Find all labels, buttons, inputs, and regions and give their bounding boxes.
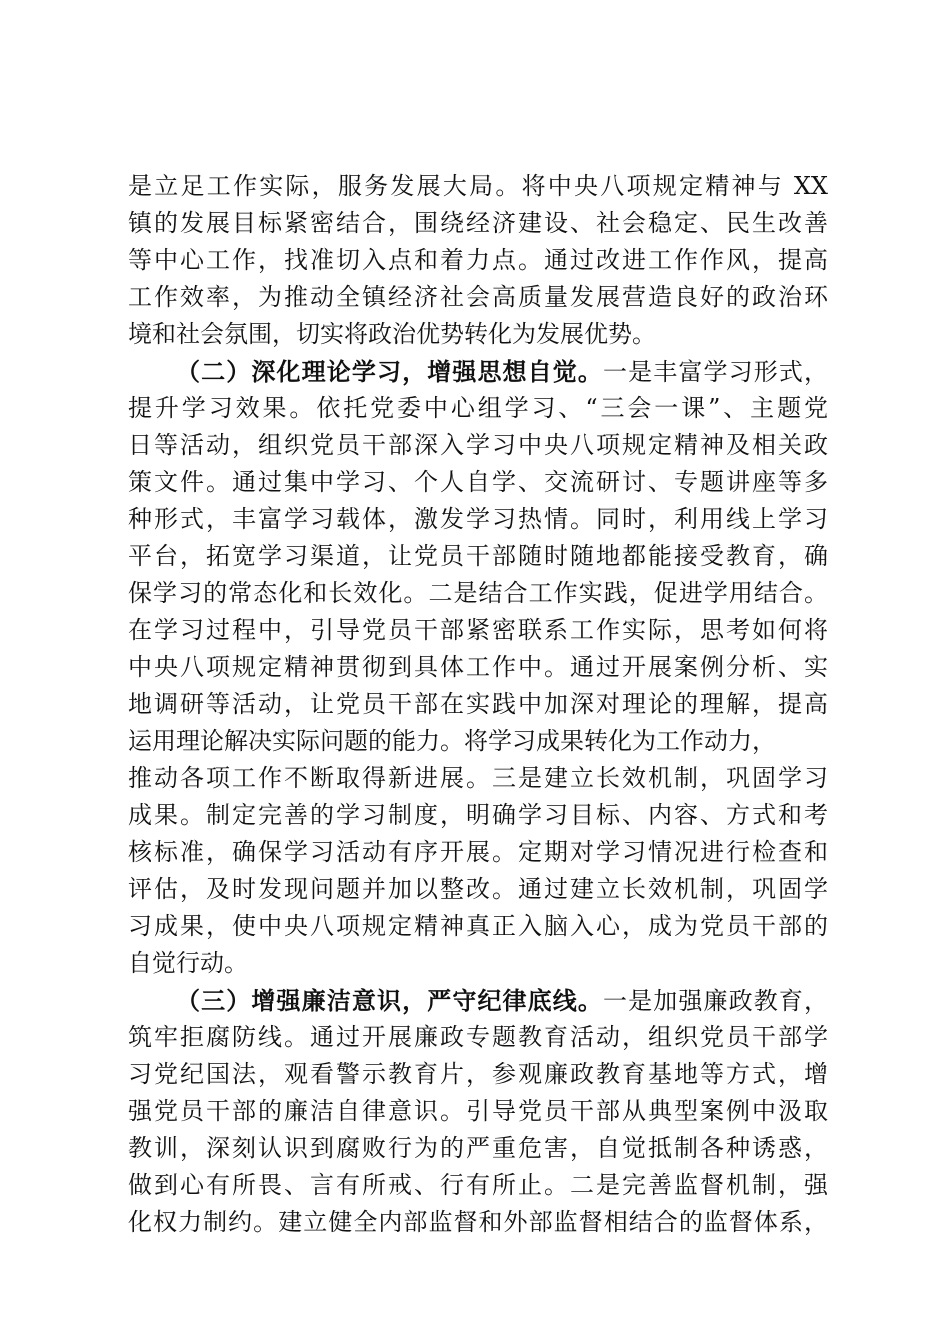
section-heading: （二）深化理论学习，增强思想自觉。 <box>176 357 604 386</box>
paragraph-first-line <box>128 982 828 1019</box>
paragraph-line: 策文件。通过集中学习、个人自学、交流研讨、专题讲座等多 <box>128 468 828 496</box>
paragraph-line: 强党员干部的廉洁自律意识。引导党员干部从典型案例中汲取 <box>128 1097 828 1125</box>
paragraph-line: 化权力制约。建立健全内部监督和外部监督相结合的监督体系， <box>128 1208 828 1236</box>
paragraph-line: 成果。制定完善的学习制度，明确学习目标、内容、方式和考 <box>128 801 828 829</box>
first-line-text: 一是丰富学习形式， <box>603 358 829 386</box>
paragraph-1 <box>128 168 828 353</box>
paragraph-line: 中央八项规定精神贯彻到具体工作中。通过开展案例分析、实 <box>128 653 828 681</box>
paragraph-line: 运用理论解决实际问题的能力。将学习成果转化为工作动力， <box>128 727 776 755</box>
paragraph-3 <box>128 982 828 1241</box>
paragraph-line: 提升学习效果。依托党委中心组学习、“三会一课”、主题党 <box>128 394 828 422</box>
paragraph-line: 做到心有所畏、言有所戒、行有所止。二是完善监督机制，强 <box>128 1171 828 1199</box>
paragraph-line: 种形式，丰富学习载体，激发学习热情。同时，利用线上学习 <box>128 505 828 533</box>
paragraph-line: 日等活动，组织党员干部深入学习中央八项规定精神及相关政 <box>128 431 828 459</box>
first-line-text: 一是加强廉政教育， <box>603 987 829 1015</box>
paragraph-line: 工作效率，为推动全镇经济社会高质量发展营造良好的政治环 <box>128 283 828 311</box>
paragraph-line: 保学习的常态化和长效化。二是结合工作实践，促进学用结合。 <box>128 579 828 607</box>
paragraph-line: 教训，深刻认识到腐败行为的严重危害，自觉抵制各种诱惑， <box>128 1134 828 1162</box>
paragraph-line: 是立足工作实际，服务发展大局。将中央八项规定精神与 XX <box>128 172 828 200</box>
paragraph-line: 核标准，确保学习活动有序开展。定期对学习情况进行检查和 <box>128 838 828 866</box>
paragraph-line: 自觉行动。 <box>128 949 248 977</box>
paragraph-line: 镇的发展目标紧密结合，围绕经济建设、社会稳定、民生改善 <box>128 209 828 237</box>
paragraph-line: 习成果，使中央八项规定精神真正入脑入心，成为党员干部的 <box>128 912 828 940</box>
paragraph-line: 在学习过程中，引导党员干部紧密联系工作实际，思考如何将 <box>128 616 828 644</box>
paragraph-line: 等中心工作，找准切入点和着力点。通过改进工作作风，提高 <box>128 246 828 274</box>
paragraph-first-line <box>128 353 828 390</box>
section-heading: （三）增强廉洁意识，严守纪律底线。 <box>176 986 604 1015</box>
paragraph-line: 平台，拓宽学习渠道，让党员干部随时随地都能接受教育，确 <box>128 542 828 570</box>
paragraph-line: 筑牢拒腐防线。通过开展廉政专题教育活动，组织党员干部学 <box>128 1023 828 1051</box>
paragraph-line: 习党纪国法，观看警示教育片，参观廉政教育基地等方式，增 <box>128 1060 828 1088</box>
paragraph-2 <box>128 353 828 982</box>
paragraph-line: 地调研等活动，让党员干部在实践中加深对理论的理解，提高 <box>128 690 828 718</box>
paragraph-line: 境和社会氛围，切实将政治优势转化为发展优势。 <box>128 320 656 348</box>
document-body <box>128 168 828 1241</box>
paragraph-line: 推动各项工作不断取得新进展。三是建立长效机制，巩固学习 <box>128 764 828 792</box>
paragraph-line: 评估，及时发现问题并加以整改。通过建立长效机制，巩固学 <box>128 875 828 903</box>
